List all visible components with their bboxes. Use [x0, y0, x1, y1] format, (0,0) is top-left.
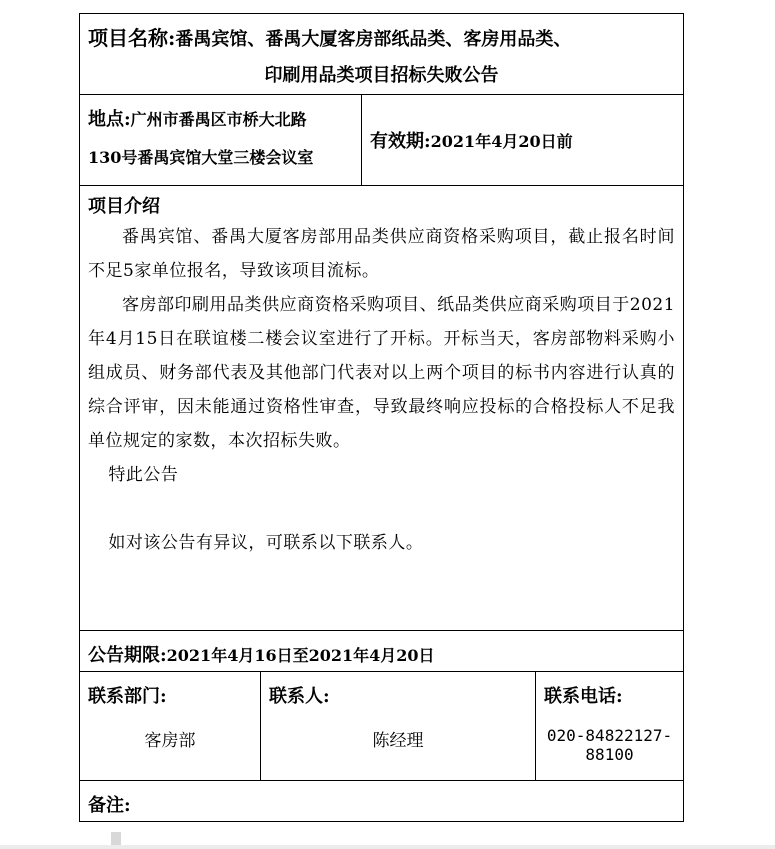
- remarks-label: 备注:: [88, 795, 131, 816]
- period-value: 2021年4月16日至2021年4月20日: [166, 646, 435, 665]
- location-line-1: 广州市番禺区市桥大北路: [130, 110, 307, 129]
- intro-heading: 项目介绍: [88, 196, 160, 217]
- title-label: 项目名称:: [88, 26, 176, 50]
- page-bottom-edge: [0, 845, 775, 849]
- notice-table: [79, 13, 684, 822]
- contact-phone-cell: [536, 672, 684, 781]
- remarks-cell: [80, 781, 684, 822]
- period-text: [80, 631, 683, 667]
- period-label: 公告期限:: [88, 645, 167, 666]
- project-title: [80, 14, 683, 94]
- contact-dept-cell: [80, 672, 261, 781]
- closing-text: 特此公告: [108, 465, 179, 485]
- title-cell: [80, 14, 684, 95]
- contact-phone-value: 020-84822127-88100: [546, 726, 673, 764]
- location-label: 地点:: [88, 109, 131, 130]
- title-line-1: 番禺宾馆、番禺大厦客房部纸品类、客房用品类、: [175, 29, 572, 50]
- period-cell: [80, 631, 684, 672]
- contact-person-value: 陈经理: [372, 731, 424, 751]
- contact-person-label: 联系人:: [269, 686, 330, 707]
- intro-paragraph-1: 番禺宾馆、番禺大厦客房部用品类供应商资格采购项目，截止报名时间不足5家单位报名，导致该项目流标。: [88, 227, 676, 281]
- contact-phone-label: 联系电话:: [544, 686, 623, 707]
- contact-dept-value: 客房部: [144, 731, 196, 751]
- location-line-2: 130号番禺宾馆大堂三楼会议室: [88, 148, 314, 167]
- location-cell: [80, 95, 362, 186]
- validity-label: 有效期:: [370, 131, 431, 152]
- contact-dept-label: 联系部门:: [88, 686, 167, 707]
- location-text: [80, 95, 361, 177]
- validity-cell: [362, 95, 684, 186]
- title-line-2: 印刷用品类项目招标失败公告: [264, 65, 499, 86]
- objection-text: 如对该公告有异议，可联系以下联系人。: [108, 533, 424, 553]
- spacer: [88, 492, 675, 526]
- contact-person-cell: [261, 672, 536, 781]
- intro-paragraph-2: 客房部印刷用品类供应商资格采购项目、纸品类供应商采购项目于2021年4月15日在联谊楼二楼会议室进行了开标。开标当天，客房部物料采购小组成员、财务部代表及其他部门代表对以上两个项目的标书内容进行认真的综合评审，因未能通过资格性审查，导致最终响应投标的合格投标人不足我单位规定的家数，本次招标失败。: [88, 295, 676, 451]
- intro-body: [80, 220, 683, 560]
- intro-cell: [80, 186, 684, 631]
- validity-value: 2021年4月20日前: [430, 132, 573, 151]
- validity-text: [362, 95, 683, 153]
